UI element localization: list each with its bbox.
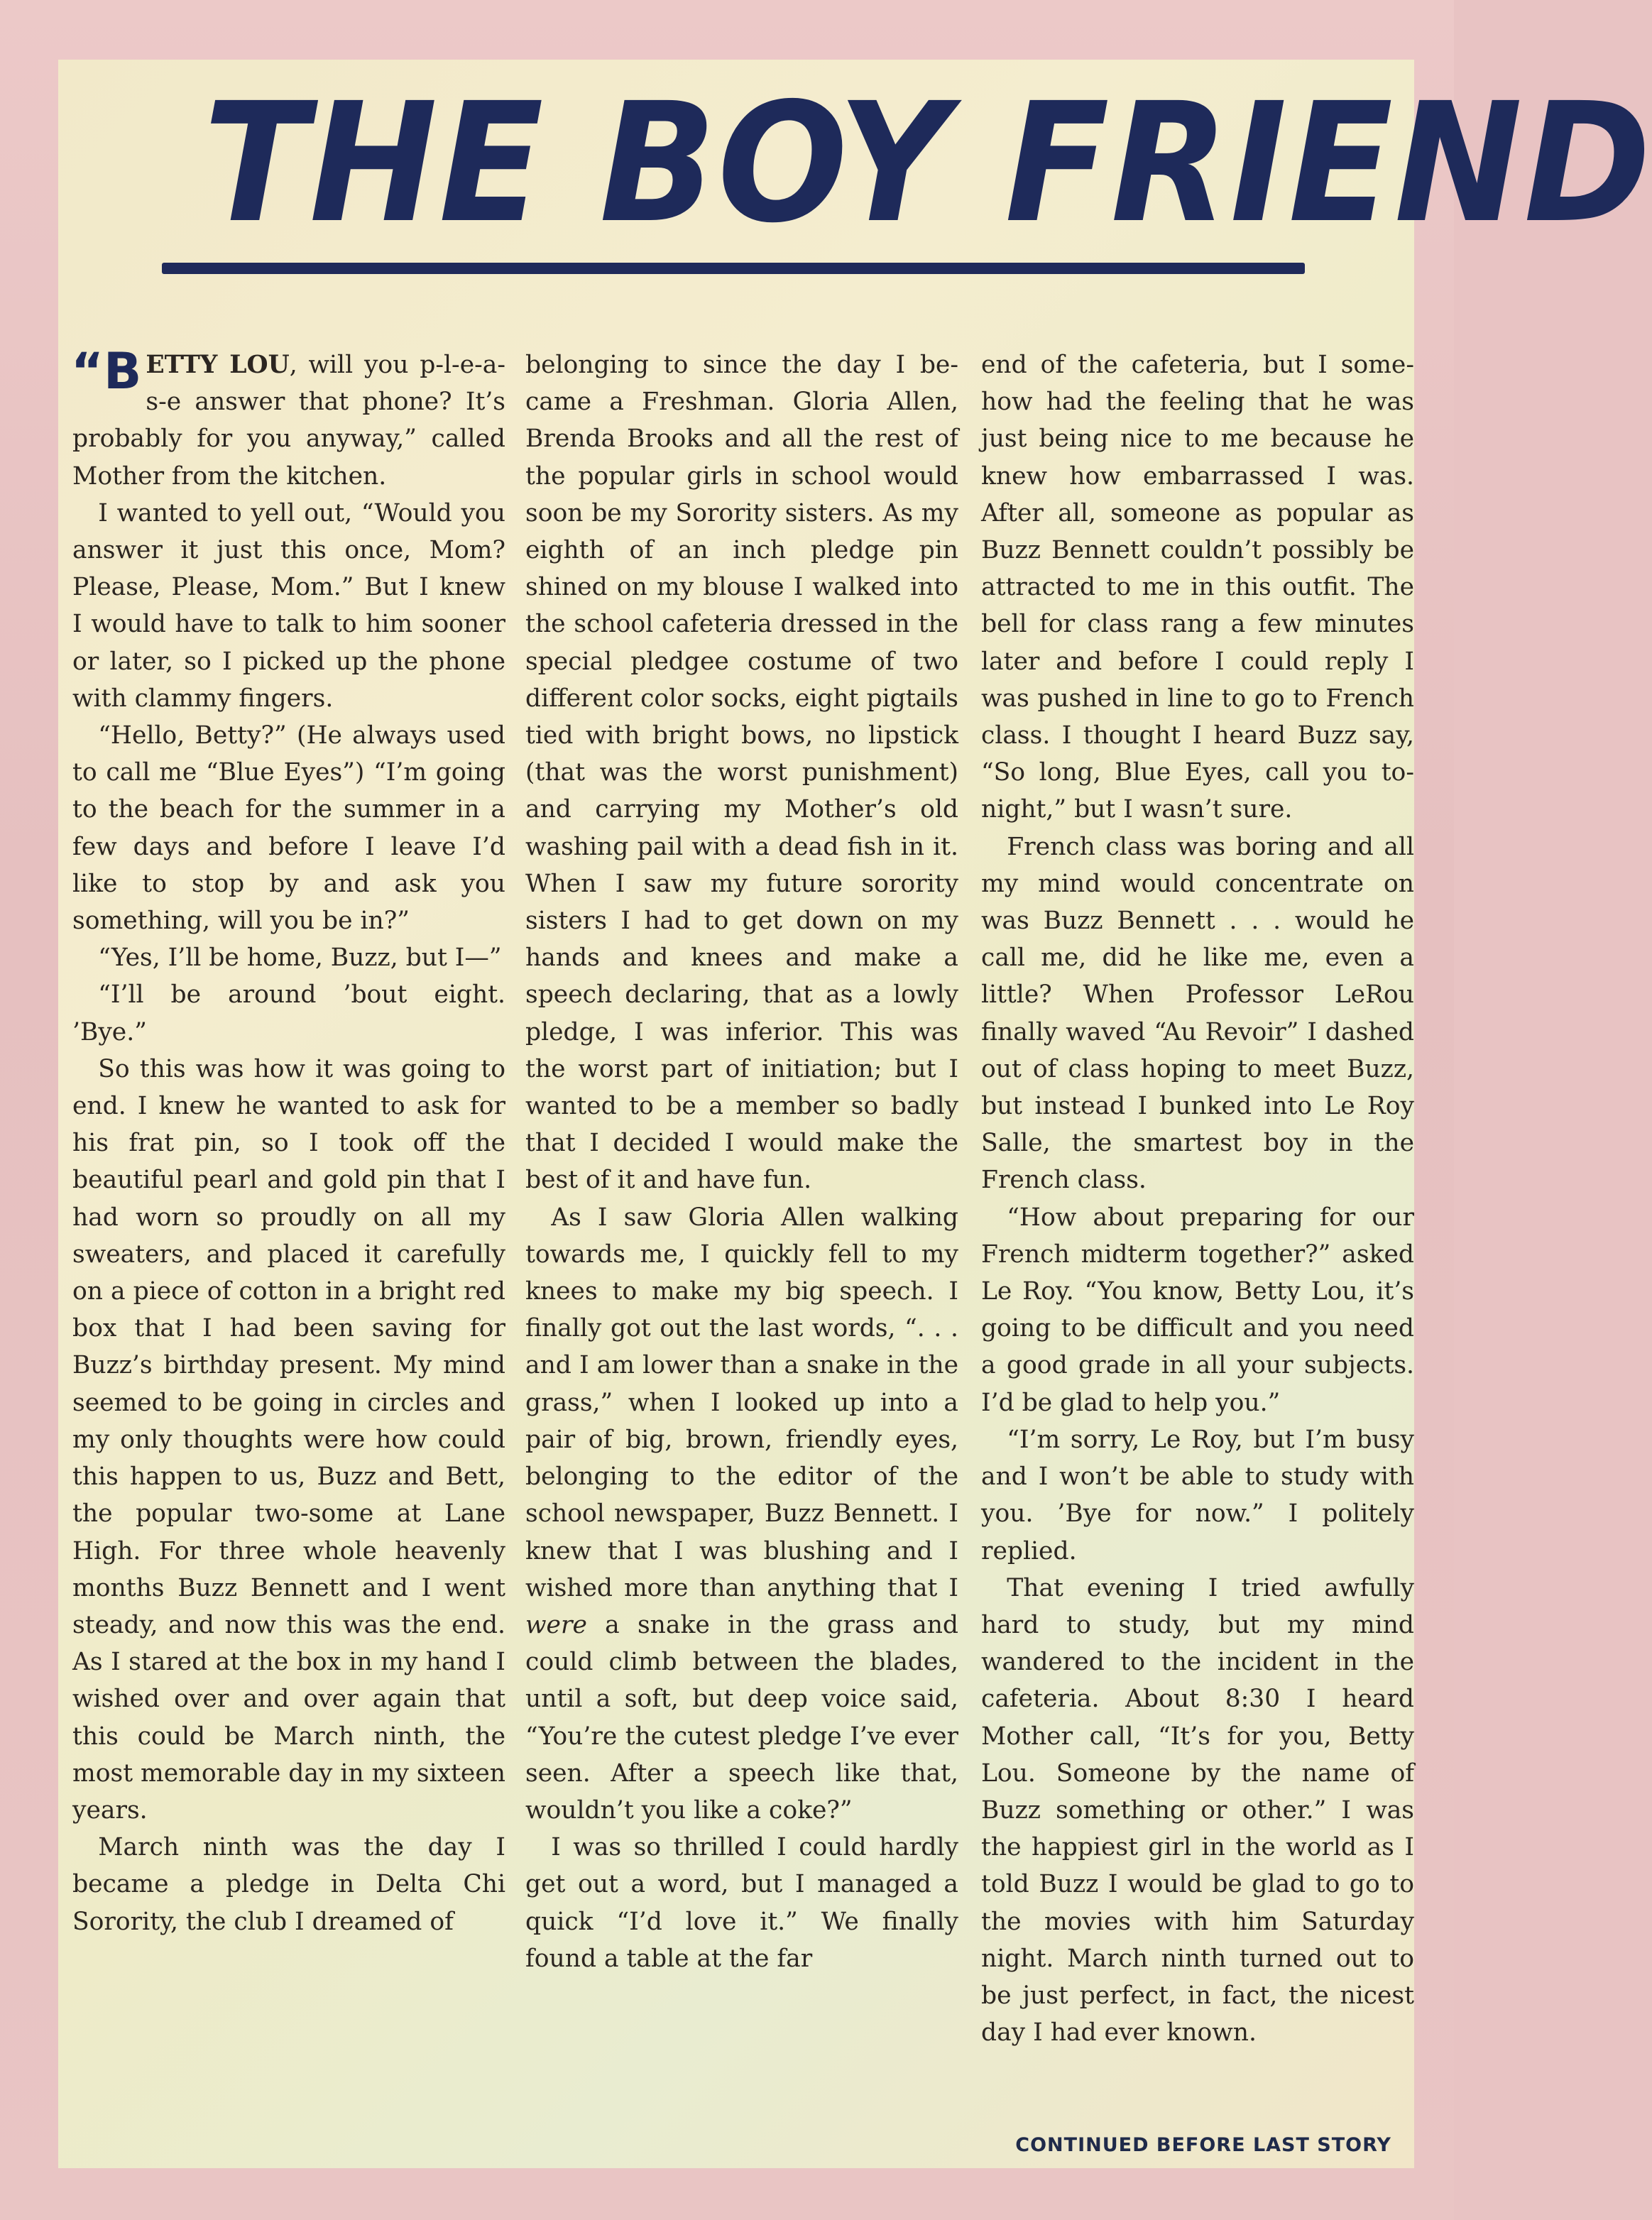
drop-cap: “B [71, 342, 142, 400]
text-column-2 [525, 346, 958, 2104]
paragraph: I wanted to yell out, “Would you answer it just this once, Mom? Please, Please, Mom.” But I knew I would have to talk to him sooner or later, so I picked up the phone with clammy fingers. [72, 498, 505, 713]
paragraph [525, 1199, 958, 1829]
italic-word: were [525, 1610, 587, 1639]
paragraph [71, 342, 505, 495]
paragraph: I was so thrilled I could hardly get out a word, but I managed a quick “I’d love it.” We finally found a table at the far [525, 1833, 958, 1973]
paragraph: “I’m sorry, Le Roy, but I’m busy and I won’t be able to study with you. ’Bye for now.” I politely replied. [981, 1425, 1414, 1565]
text-column-1 [71, 342, 505, 2104]
story-title: THE BOY FRIEND [203, 67, 1652, 259]
paragraph: belonging to since the day I became a Freshman. Gloria Allen, Brenda Brooks and all the rest of the popular girls in school would soon be my Sorority sisters. As my eighth of an inch pledge pin shined on my blouse I walked into the school cafeteria dressed in the special pledgee costume of two different color socks, eight pigtails tied with bright bows, no lipstick (that was the worst punishment) and carrying my Mother’s old washing pail with a dead fish in it. When I saw my future sorority sisters I had to get down on my hands and knees and make a speech declaring, that as a lowly pledge, I was inferior. This was the worst part of initiation; but I wanted to be a member so badly that I decided I would make the best of it and have fun. [525, 351, 958, 1195]
paragraph: “Hello, Betty?” (He always used to call me “Blue Eyes”) “I’m going to the beach for the summer in a few days and before I leave I’d like to stop by and ask you something, will you be in?” [72, 721, 505, 936]
paragraph: “Yes, I’ll be home, Buzz, but I—” [98, 944, 502, 973]
paragraph: “I’ll be around ’bout eight. ’Bye.” [72, 980, 505, 1046]
paragraph: That evening I tried awfully hard to study, but my mind wandered to the incident in the cafeteria. About 8:30 I heard Mother call, “It’s for you, Betty Lou. Someone by the name of Buzz something or other.” I was the happiest girl in the world as I told Buzz I would be glad to go to the movies with him Saturday night. March ninth turned out to be just perfect, in fact, the nicest day I had ever known. [981, 1573, 1414, 2047]
paragraph: March ninth was the day I became a pledge in Delta Chi Sorority, the club I dreamed of [72, 1833, 505, 1936]
paragraph: So this was how it was going to end. I knew he wanted to ask for his frat pin, so I took off the beautiful pearl and gold pin that I had worn so proudly on all my sweaters, and placed it carefully on a piece of cotton in a bright red box that I had been saving for Buzz’s birthday present. My mind seemed to be going in circles and my only thoughts were how could this happen to us, Buzz and Bett, the popular two-some at Lane High. For three whole heavenly months Buzz Bennett and I went steady, and now this was the end. As I stared at the box in my hand I wished over and over again that this could be March ninth, the most memorable day in my sixteen years. [72, 1054, 505, 1825]
paragraph: end of the cafeteria, but I somehow had the feeling that he was just being nice to me because he knew how embarrassed I was. After all, someone as popular as Buzz Bennett couldn’t possibly be attracted to me in this outfit. The bell for class rang a few minutes later and before I could reply I was pushed in line to go to French class. I thought I heard Buzz say, “So long, Blue Eyes, call you tonight,” but I wasn’t sure. [981, 351, 1414, 824]
paragraph-text: , will you p-l-e-a-s-e answer that phone? It’s probably for you anyway,” called Mother from the kitchen. [72, 351, 505, 491]
text-column-3 [981, 346, 1414, 2104]
opening-caps: ETTY LOU [146, 351, 290, 379]
paragraph-text: a snake in the grass and could climb between the blades, until a soft, but deep voice said, “You’re the cutest pledge I’ve ever seen. After a speech like that, wouldn’t you like a coke?” [525, 1610, 958, 1825]
continued-notice: CONTINUED BEFORE LAST STORY [1015, 2134, 1391, 2156]
paragraph: French class was boring and all my mind would concentrate on was Buzz Bennett . . . would he call me, did he like me, even a little? When Professor LeRou finally waved “Au Revoir” I dashed out of class hoping to meet Buzz, but instead I bunked into Le Roy Salle, the smartest boy in the French class. [981, 832, 1414, 1195]
paragraph: “How about preparing for our French midterm together?” asked Le Roy. “You know, Betty Lou, it’s going to be difficult and you need a good grade in all your subjects. I’d be glad to help you.” [981, 1203, 1414, 1417]
title-underline [162, 263, 1305, 274]
paragraph-text: As I saw Gloria Allen walking towards me, I quickly fell to my knees to make my big speech. I finally got out the last words, “. . . and I am lower than a snake in the grass,” when I looked up into a pair of big, brown, friendly eyes, belonging to the editor of the school newspaper, Buzz Bennett. I knew that I was blushing and I wished more than anything that I [525, 1203, 958, 1602]
